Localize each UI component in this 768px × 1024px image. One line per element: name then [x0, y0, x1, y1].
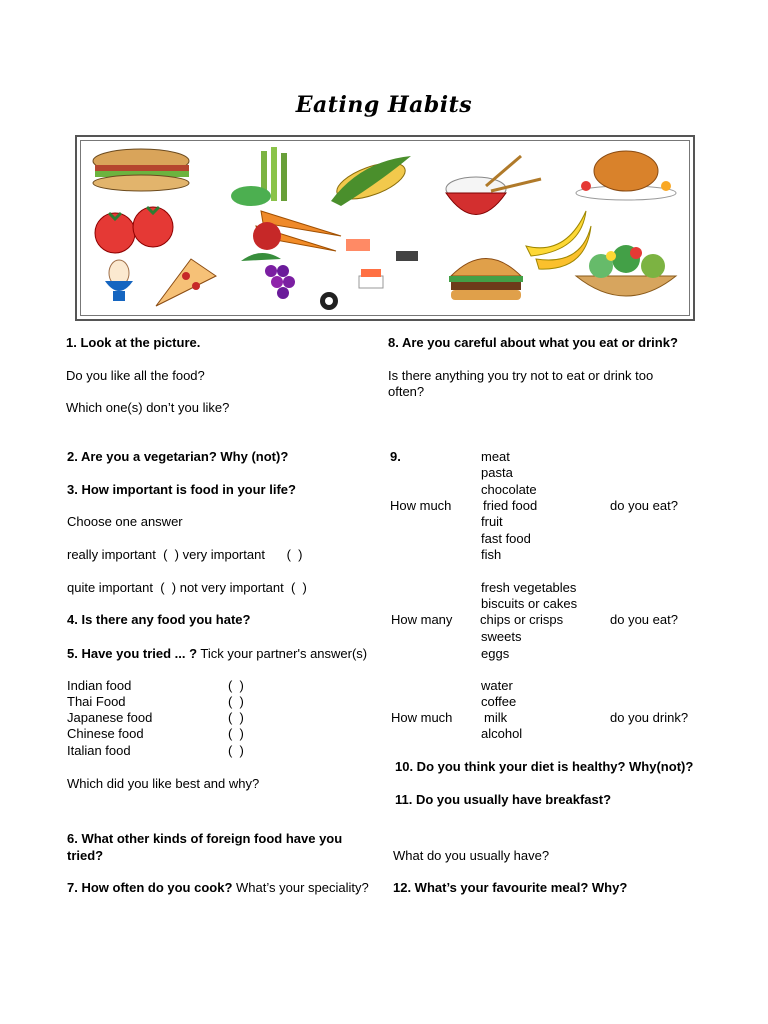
drink-item: water [481, 678, 513, 693]
grapes-icon [241, 253, 295, 299]
question-5-instruction: Tick your partner's answer(s) [197, 646, 368, 661]
question-6-line-2: tried? [67, 848, 104, 863]
food-illustration [81, 141, 689, 315]
tomato-icon [95, 207, 173, 253]
food-item: fruit [481, 514, 503, 529]
question-2: 2. Are you a vegetarian? Why (not)? [67, 449, 289, 464]
food-item: eggs [481, 646, 510, 661]
how-much-eat-label: How much [390, 498, 452, 513]
egg-icon [105, 260, 133, 301]
question-10: 10. Do you think your diet is healthy? Why(not)? [395, 759, 694, 774]
question-3: 3. How important is food in your life? [67, 482, 296, 497]
sandwich-icon [93, 149, 189, 191]
question-1: 1. Look at the picture. [66, 335, 201, 350]
question-11: 11. Do you usually have breakfast? [395, 792, 612, 807]
food-item: fast food [481, 531, 531, 546]
do-you-eat-label: do you eat? [610, 498, 678, 513]
cuisine-item-box: ( ) [228, 726, 244, 741]
question-6-line-1: 6. What other kinds of foreign food have you [67, 831, 343, 846]
page-title: Eating Habits [295, 92, 473, 118]
question-9: 9. [390, 449, 401, 464]
question-3-options-1: really important ( ) very important ( ) [67, 547, 303, 562]
question-3-instruction: Choose one answer [67, 514, 183, 529]
food-item: sweets [481, 629, 522, 644]
cuisine-item-name: Chinese food [67, 726, 144, 741]
question-3-options-2: quite important ( ) not very important ( ) [67, 580, 307, 595]
food-item: biscuits or cakes [481, 596, 578, 611]
how-many-eat-label: How many [391, 612, 453, 627]
question-1-b: Which one(s) don’t you like? [66, 400, 230, 415]
food-item: fish [481, 547, 502, 562]
cuisine-item-box: ( ) [228, 694, 244, 709]
food-item: fresh vegetables [481, 580, 577, 595]
cuisine-item-box: ( ) [228, 710, 244, 725]
banana-icon [526, 211, 591, 269]
burger-icon [449, 259, 523, 301]
food-item: chips or crisps [480, 612, 564, 627]
corn-icon [331, 156, 411, 207]
food-item: pasta [481, 465, 513, 480]
cuisine-item-box: ( ) [228, 743, 244, 758]
question-5-followup: Which did you like best and why? [67, 776, 260, 791]
question-8-a-line-1: Is there anything you try not to eat or drink too [388, 368, 654, 383]
drink-item: coffee [481, 694, 517, 709]
rice-bowl-icon [446, 156, 541, 215]
question-7 [67, 880, 369, 896]
question-5 [67, 646, 367, 662]
cuisine-item-name: Japanese food [67, 710, 153, 725]
cuisine-item-name: Thai Food [67, 694, 126, 709]
do-you-drink-label: do you drink? [610, 710, 689, 725]
question-11-followup: What do you usually have? [393, 848, 550, 863]
food-item: chocolate [481, 482, 537, 497]
food-picture [75, 135, 695, 321]
question-7-followup: What’s your speciality? [232, 880, 369, 895]
question-8-a-line-2: often? [388, 384, 425, 399]
how-much-drink-label: How much [391, 710, 453, 725]
food-item: fried food [483, 498, 538, 513]
question-7-label: 7. How often do you cook? [67, 880, 233, 895]
sushi-icon [320, 239, 418, 310]
drink-item: alcohol [481, 726, 523, 741]
asparagus-icon [231, 147, 287, 206]
question-8: 8. Are you careful about what you eat or drink? [388, 335, 678, 350]
do-you-eat-label: do you eat? [610, 612, 678, 627]
pizza-icon [156, 259, 216, 306]
cuisine-item-box: ( ) [228, 678, 244, 693]
drink-item: milk [484, 710, 508, 725]
roast-chicken-icon [576, 151, 676, 200]
question-12: 12. What’s your favourite meal? Why? [393, 880, 628, 895]
question-4: 4. Is there any food you hate? [67, 612, 251, 627]
salad-icon [576, 245, 676, 296]
question-1-a: Do you like all the food? [66, 368, 205, 383]
cuisine-item-name: Italian food [67, 743, 131, 758]
question-5-label: 5. Have you tried ... ? [67, 646, 198, 661]
carrot-icon [253, 211, 341, 251]
cuisine-item-name: Indian food [67, 678, 132, 693]
food-item: meat [481, 449, 510, 464]
